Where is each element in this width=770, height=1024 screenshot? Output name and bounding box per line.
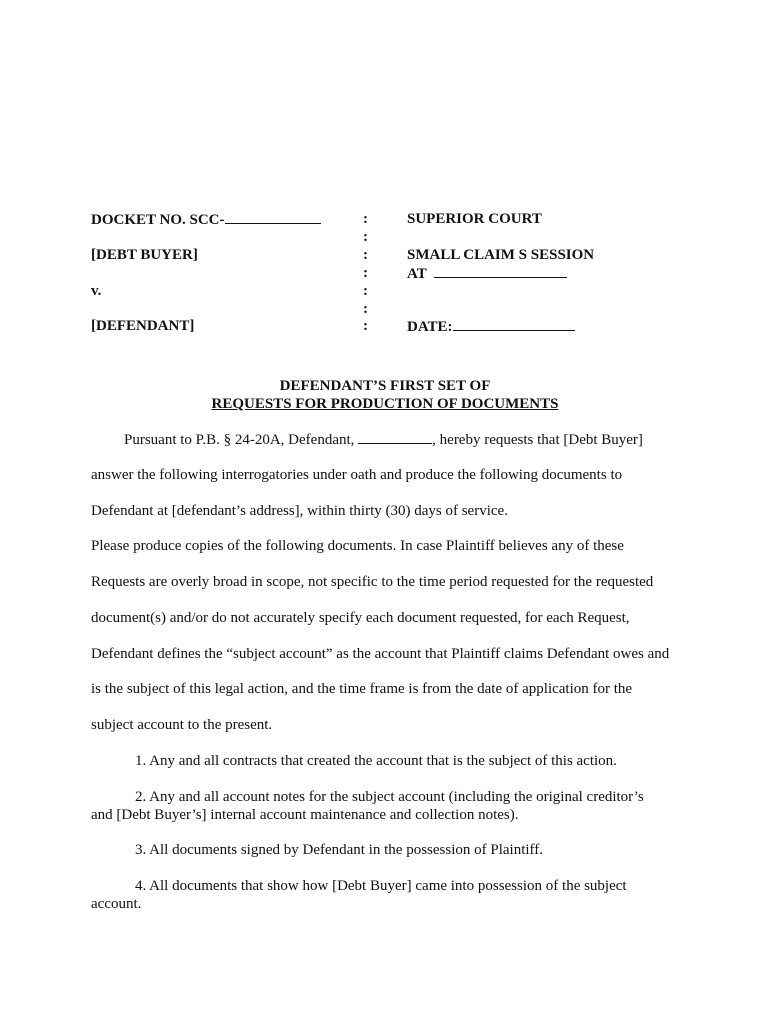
intro-text: , hereby requests that [Debt Buyer] — [432, 432, 643, 448]
date-line — [407, 317, 575, 336]
defendant-name: [DEFENDANT] — [91, 318, 195, 334]
intro-line: Requests are overly broad in scope, not specific to the time period requested for the requested — [91, 574, 654, 590]
caption-colon: : — [363, 211, 368, 227]
request-text-continued: and [Debt Buyer’s] internal account maintenance and collection notes). — [91, 807, 519, 823]
intro-line — [91, 430, 643, 449]
caption-colon: : — [363, 318, 368, 334]
at-label: AT — [407, 266, 427, 282]
defendant-blank — [358, 430, 432, 444]
plaintiff-name: [DEBT BUYER] — [91, 247, 198, 263]
request-text: 1. Any and all contracts that created the account that is the subject of this action. — [135, 753, 617, 769]
caption-colon: : — [363, 247, 368, 263]
intro-line: Defendant at [defendant’s address], within thirty (30) days of service. — [91, 503, 508, 519]
intro-line: document(s) and/or do not accurately specify each document requested, for each Request, — [91, 610, 630, 626]
request-text: 2. Any and all account notes for the subject account (including the original creditor’s — [135, 789, 644, 805]
location-blank — [434, 264, 567, 278]
intro-line: is the subject of this legal action, and the time frame is from the date of application for the — [91, 681, 633, 697]
docket-blank — [225, 210, 321, 224]
intro-line: Please produce copies of the following documents. In case Plaintiff believes any of these — [91, 538, 624, 554]
intro-line: Defendant defines the “subject account” as the account that Plaintiff claims Defendant owes and — [91, 646, 670, 662]
date-label: DATE: — [407, 319, 453, 335]
request-item — [91, 752, 681, 770]
request-text-continued: account. — [91, 896, 142, 912]
session-name: SMALL CLAIM S SESSION — [407, 247, 595, 263]
session-location — [407, 264, 567, 283]
document-title: DEFENDANT’S FIRST SET OF — [279, 378, 491, 394]
document-subtitle — [0, 395, 770, 413]
request-text: 3. All documents signed by Defendant in the possession of Plaintiff. — [135, 842, 544, 858]
docket-number — [91, 210, 321, 229]
caption-colon: : — [363, 283, 368, 299]
request-text: 4. All documents that show how [Debt Buyer] came into possession of the subject — [135, 878, 627, 894]
request-item — [91, 788, 681, 824]
intro-line: subject account to the present. — [91, 717, 273, 733]
court-name: SUPERIOR COURT — [407, 211, 542, 227]
date-blank — [453, 317, 575, 331]
caption-colon: : — [363, 229, 368, 245]
intro-text: Pursuant to P.B. § 24-20A, Defendant, — [124, 432, 355, 448]
request-item — [91, 841, 681, 859]
request-item — [91, 877, 681, 913]
docket-label: DOCKET NO. SCC- — [91, 212, 225, 228]
caption-colon: : — [363, 301, 368, 317]
versus: v. — [91, 283, 102, 299]
intro-line: answer the following interrogatories under oath and produce the following documents to — [91, 467, 623, 483]
document-subtitle-text: REQUESTS FOR PRODUCTION OF DOCUMENTS — [211, 396, 559, 412]
caption-colon: : — [363, 265, 368, 281]
